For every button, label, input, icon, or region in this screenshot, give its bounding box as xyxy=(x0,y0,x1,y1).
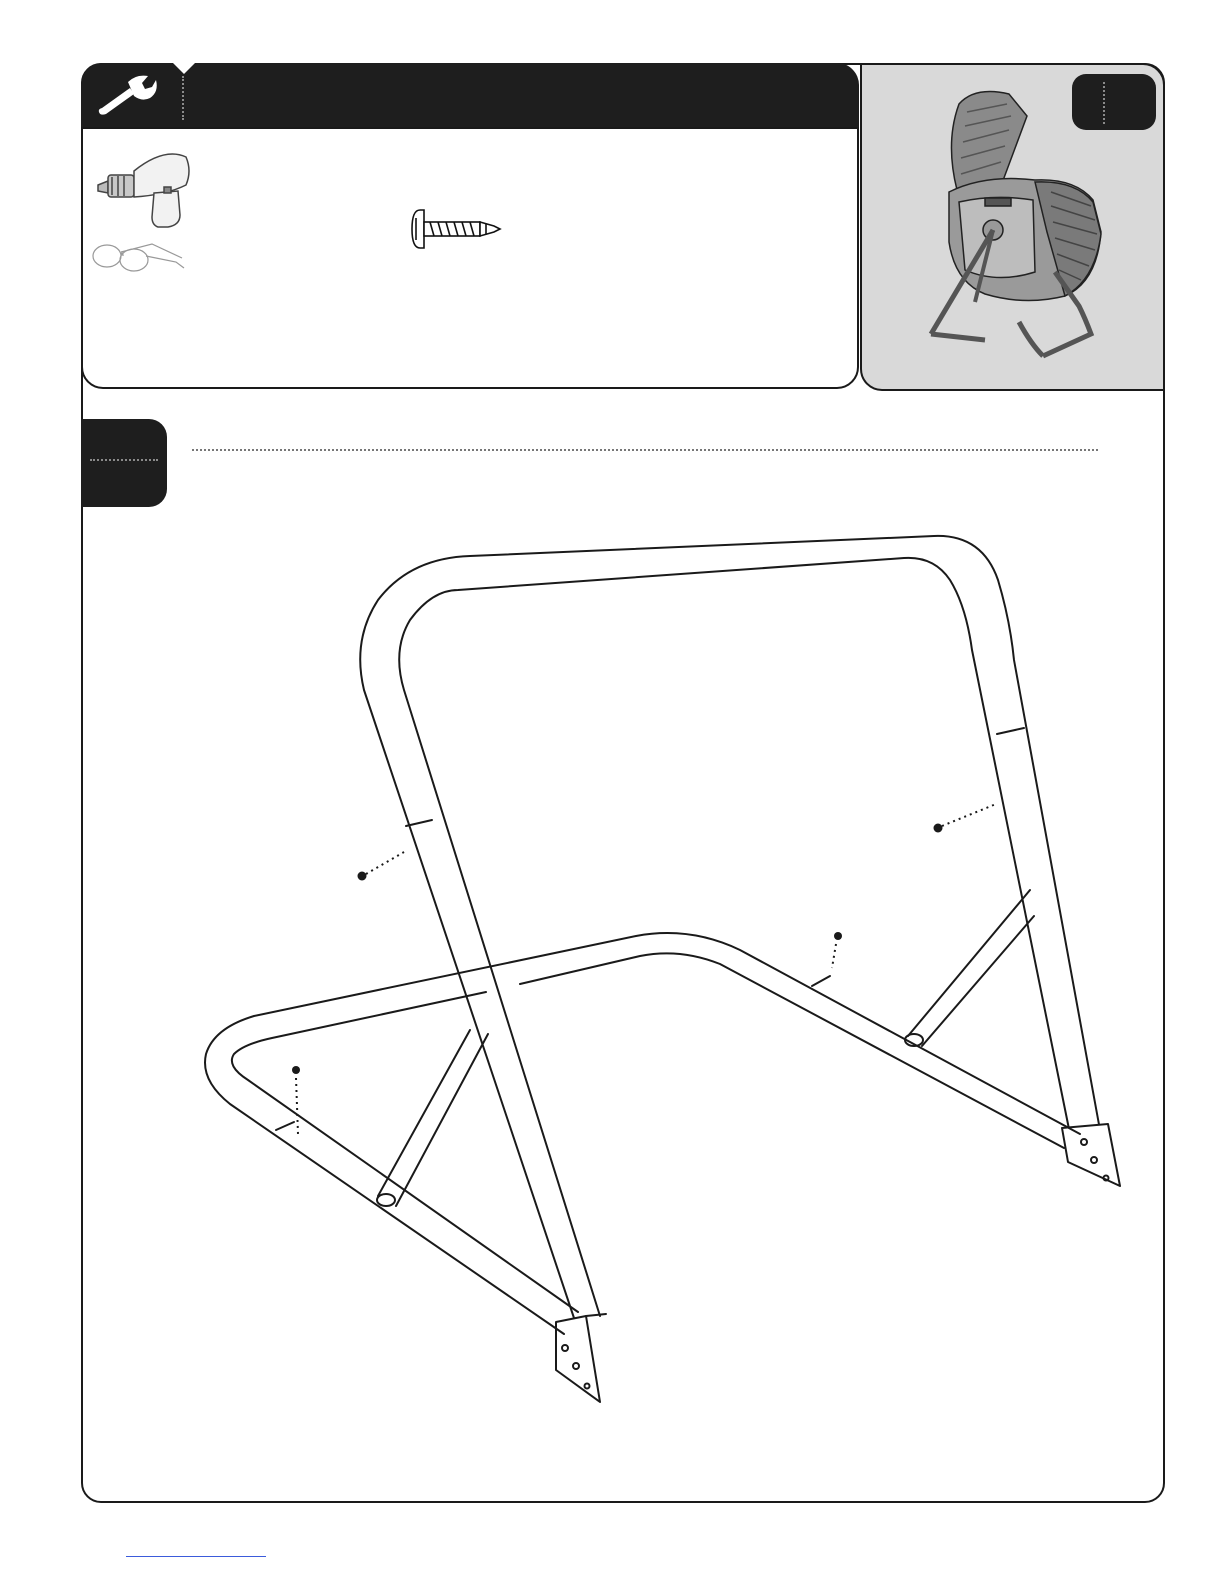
screw-marker xyxy=(834,932,842,940)
screw-marker xyxy=(934,824,943,833)
screw-marker xyxy=(292,1066,300,1074)
screw-marker xyxy=(358,872,367,881)
footer-link[interactable] xyxy=(126,1556,266,1557)
